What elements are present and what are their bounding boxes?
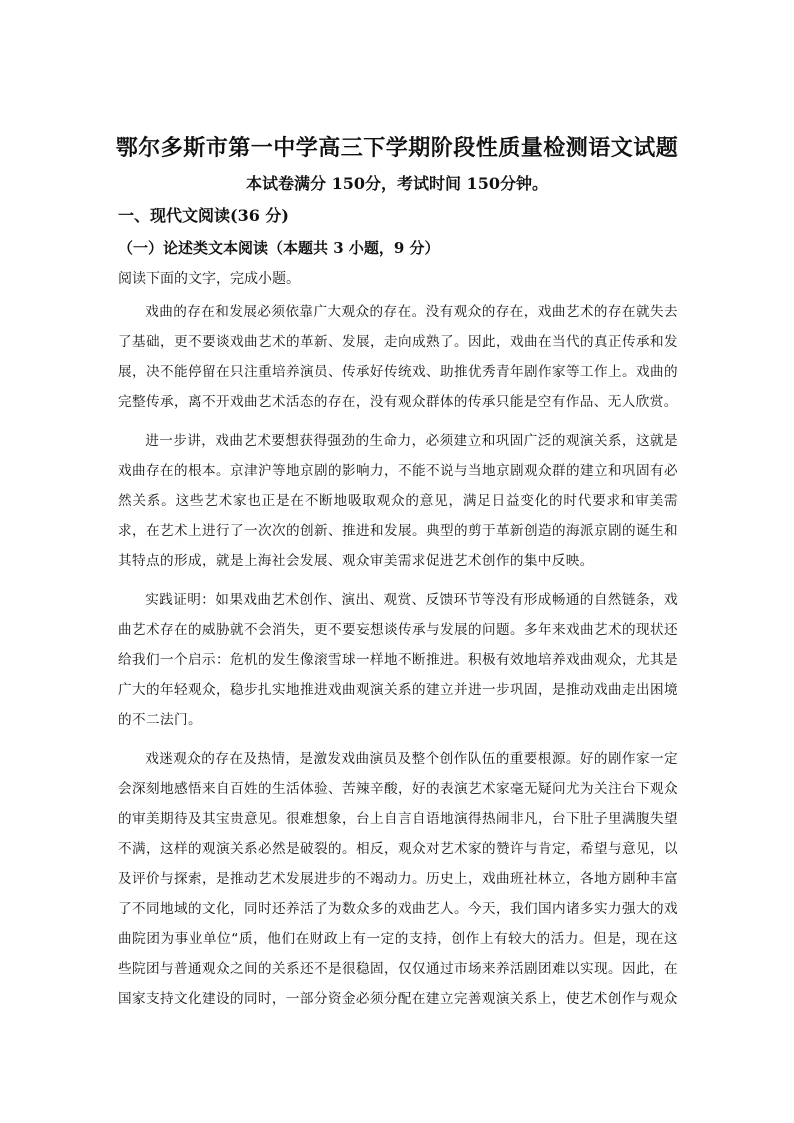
passage-paragraph-4: 戏迷观众的存在及热情，是激发戏曲演员及整个创作队伍的重要根源。好的剧作家一定会深刻地感悟来自百姓的生活体验、苦辣辛酸，好的表演艺术家毫无疑问尤为关注台下观众的审美期待及其宝贵意见。很难想象，台上自言自语地演得热闹非凡，台下肚子里满腹失望不满，这样的观演关系必然是破裂的。相反，观众对艺术家的赞许与肯定，希望与意见，以及评价与探索，是推动艺术发展进步的不竭动力。历史上，戏曲班社林立，各地方剧种丰富了不同地域的文化，同时还养活了为数众多的戏曲艺人。今天，我们国内诸多实力强大的戏曲院团为事业单位“质，他们在财政上有一定的支持，创作上有较大的活力。但是，现在这些院团与普通观众之间的关系还不是很稳固，仅仅通过市场来养活剧团难以实现。因此，在国家支持文化建设的同时，一部分资金必须分配在建立完善观演关系上，使艺术创作与观众	[118, 751, 678, 1007]
passage-paragraph-3: 实践证明：如果戏曲艺术创作、演出、观赏、反馈环节等没有形成畅通的自然链条，戏曲艺术存在的威胁就不会消失，更不要妄想谈传承与发展的问题。多年来戏曲艺术的现状还给我们一个启示：危机的发生像滚雪球一样地不断推进。积极有效地培养戏曲观众，尤其是广大的年轻观众，稳步扎实地推进戏曲观演关系的建立并进一步巩固，是推动戏曲走出困境的不二法门。	[118, 592, 678, 728]
reading-passage	[118, 297, 678, 1014]
sub-section-heading: （一）论述类文本阅读（本题共 3 小题，9 分）	[118, 239, 440, 257]
passage-paragraph-2: 进一步讲，戏曲艺术要想获得强劲的生命力，必须建立和巩固广泛的观演关系，这就是戏曲存在的根本。京津沪等地京剧的影响力，不能不说与当地京剧观众群的建立和巩固有必然关系。这些艺术家也正是在不断地吸取观众的意见，满足日益变化的时代要求和审美需求，在艺术上进行了一次次的创新、推进和发展。典型的剪于革新创造的海派京剧的诞生和其特点的形成，就是上海社会发展、观众审美需求促进艺术创作的集中反映。	[118, 433, 678, 569]
reading-instruction: 阅读下面的文字，完成小题。	[118, 271, 300, 287]
section-heading: 一、现代文阅读(36 分)	[118, 206, 289, 225]
exam-subtitle: 本试卷满分 150分，考试时间 150分钟。	[246, 174, 548, 193]
exam-title: 鄂尔多斯市第一中学高三下学期阶段性质量检测语文试题	[115, 135, 679, 161]
passage-paragraph-1: 戏曲的存在和发展必须依靠广大观众的存在。没有观众的存在，戏曲艺术的存在就失去了基础，更不要谈戏曲艺术的革新、发展，走向成熟了。因此，戏曲在当代的真正传承和发展，决不能停留在只注重培养演员、传承好传统戏、助推优秀青年剧作家等工作上。戏曲的完整传承，离不开戏曲艺术活态的存在，没有观众群体的传承只能是空有作品、无人欣赏。	[118, 304, 678, 410]
